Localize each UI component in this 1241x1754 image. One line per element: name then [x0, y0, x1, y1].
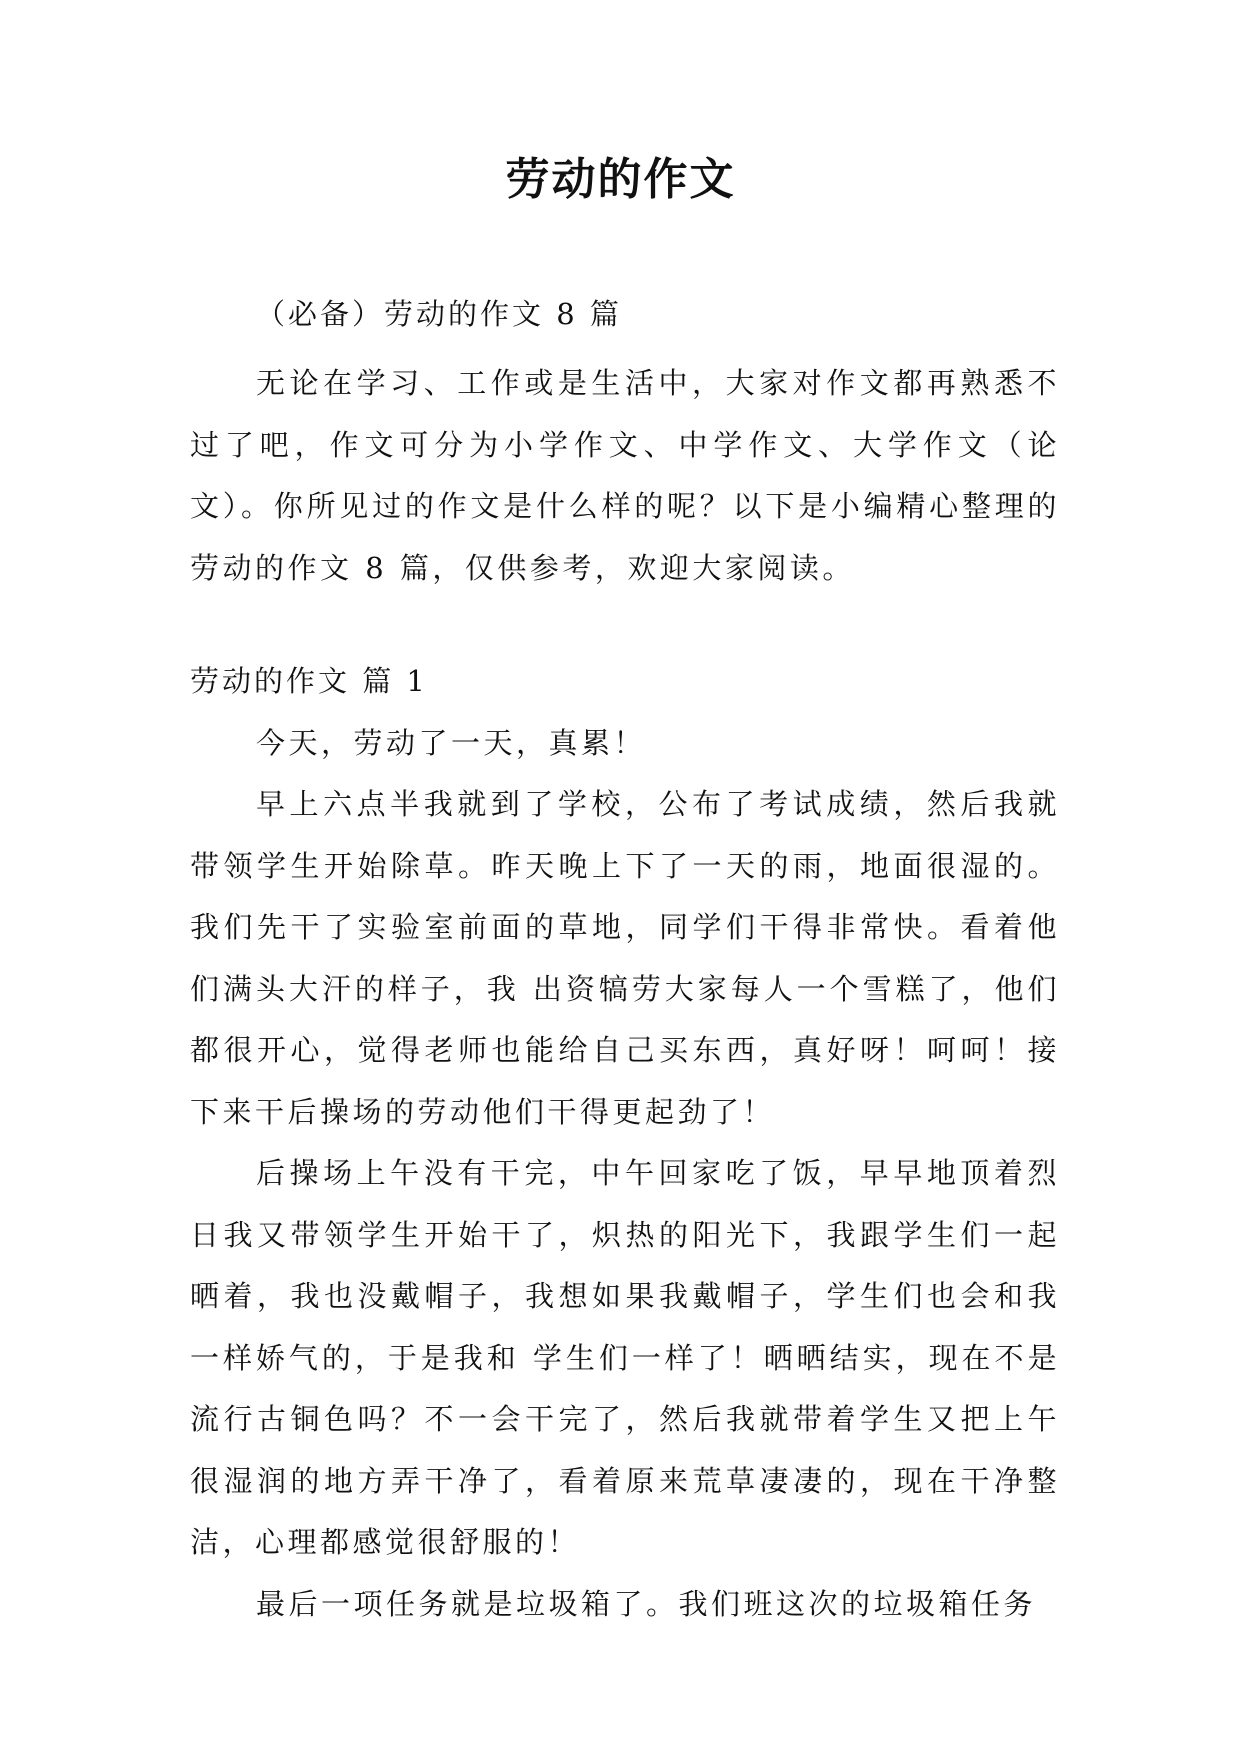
section-paragraph: 早上六点半我就到了学校，公布了考试成绩，然后我就带领学生开始除草。昨天晚上下了一天的雨，地面很湿的。我们先干了实验室前面的草地，同学们干得非常快。看着他们满头大汗的样子，我 出资犒劳大家每人一个雪糕了，他们都很开心，觉得老师也能给自己买东西，真好呀！呵呵！接下来干后操场的劳动他们干得更起劲了！ [190, 787, 1060, 1129]
intro-paragraph: 无论在学习、工作或是生活中，大家对作文都再熟悉不过了吧，作文可分为小学作文、中学作文、大学作文（论文）。你所见过的作文是什么样的呢？以下是小编精心整理的劳动的作文 8 篇，仅供参考，欢迎大家阅读。 [190, 366, 1060, 585]
section-paragraph: 今天，劳动了一天，真累！ [256, 725, 647, 760]
document-body [190, 290, 1060, 1635]
document-subtitle: （必备）劳动的作文 8 篇 [256, 297, 622, 331]
section-paragraph: 后操场上午没有干完，中午回家吃了饭，早早地顶着烈日我又带领学生开始干了，炽热的阳光下，我跟学生们一起晒着，我也没戴帽子，我想如果我戴帽子，学生们也会和我一样娇气的，于是我和 学生们一样了！晒晒结实，现在不是流行古铜色吗？不一会干完了，然后我就带着学生又把上午很湿润的地方弄干净了，看着原来荒草凄凄的，现在干净整洁，心理都感觉很舒服的！ [190, 1156, 1060, 1559]
section-heading: 劳动的作文 篇 1 [190, 664, 428, 698]
section-paragraph: 最后一项任务就是垃圾箱了。我们班这次的垃圾箱任务 [256, 1586, 1037, 1621]
document-title: 劳动的作文 [505, 154, 736, 205]
